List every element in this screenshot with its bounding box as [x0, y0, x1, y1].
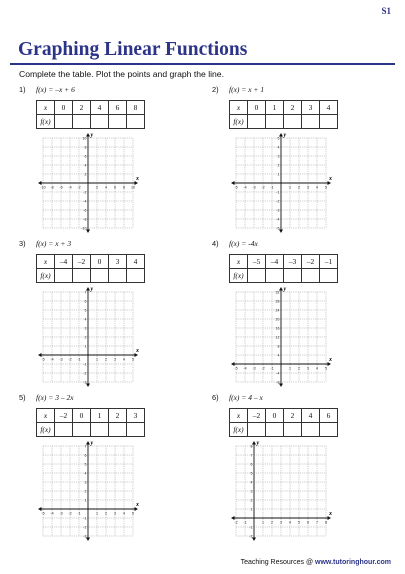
x-value-cell: 0: [73, 409, 91, 423]
x-header-cell: x: [37, 255, 55, 269]
x-tick-label: 1: [96, 511, 98, 516]
y-axis-arrow-down: [252, 538, 256, 542]
fx-answer-cell[interactable]: [73, 423, 91, 437]
y-tick-label: 4: [84, 471, 87, 476]
y-tick-label: 20: [275, 317, 280, 322]
y-tick-label: 1: [84, 498, 87, 503]
x-value-cell: –4: [266, 255, 284, 269]
y-tick-label: 4: [250, 480, 253, 485]
x-value-cell: –2: [55, 409, 73, 423]
y-tick-label: -2: [83, 525, 87, 530]
fx-header-cell: f(x): [230, 115, 248, 129]
worksheet-code: S1: [381, 6, 391, 16]
y-tick-label: -2: [83, 371, 87, 376]
y-axis-arrow-up: [86, 441, 90, 445]
y-tick-label: 10: [82, 136, 87, 141]
x-axis-arrow-left: [231, 362, 235, 366]
problem-5: [19, 393, 194, 543]
y-axis-arrow-down: [86, 230, 90, 234]
problem-number: 3): [19, 239, 26, 248]
fx-answer-cell[interactable]: [127, 115, 145, 129]
y-tick-label: 7: [84, 444, 87, 449]
fx-answer-cell[interactable]: [302, 423, 320, 437]
coordinate-grid[interactable]: [231, 441, 331, 541]
value-table: [229, 408, 338, 437]
y-tick-label: -1: [249, 525, 253, 530]
x-axis-label: x: [136, 348, 139, 354]
y-tick-label: 2: [84, 489, 87, 494]
coordinate-grid[interactable]: [231, 287, 331, 387]
y-tick-label: 8: [250, 444, 253, 449]
y-tick-label: 4: [277, 353, 280, 358]
fx-answer-cell[interactable]: [55, 115, 73, 129]
x-tick-label: 5: [298, 520, 300, 525]
x-value-cell: 2: [284, 409, 302, 423]
y-tick-label: 5: [84, 462, 87, 467]
x-value-cell: 2: [109, 409, 127, 423]
x-tick-label: -4: [243, 366, 247, 371]
problem-number: 6): [212, 393, 219, 402]
problem-number: 2): [212, 85, 219, 94]
fx-answer-cell[interactable]: [320, 423, 338, 437]
x-tick-label: -5: [234, 366, 238, 371]
x-tick-label: 3: [307, 366, 309, 371]
y-tick-label: 12: [275, 335, 280, 340]
x-axis-label: x: [136, 502, 139, 508]
y-tick-label: 2: [250, 498, 253, 503]
problem-3: [19, 239, 194, 389]
x-value-cell: 0: [55, 101, 73, 115]
y-tick-label: 6: [84, 154, 87, 159]
problem-1: [19, 85, 194, 235]
x-tick-label: -3: [59, 511, 63, 516]
x-tick-label: -1: [77, 357, 81, 362]
x-tick-label: -3: [59, 357, 63, 362]
y-tick-label: 3: [250, 489, 253, 494]
y-tick-label: 5: [277, 136, 280, 141]
x-value-cell: –4: [55, 255, 73, 269]
fx-answer-cell[interactable]: [73, 269, 91, 283]
value-table: [36, 408, 145, 437]
y-tick-label: -2: [276, 199, 280, 204]
fx-answer-cell[interactable]: [284, 269, 302, 283]
y-tick-label: -1: [83, 516, 87, 521]
fx-answer-cell[interactable]: [109, 269, 127, 283]
y-axis-label: y: [90, 440, 94, 447]
problem-4: [212, 239, 387, 389]
x-tick-label: 5: [325, 185, 327, 190]
x-tick-label: 10: [131, 185, 135, 190]
x-tick-label: 2: [298, 185, 300, 190]
y-axis-arrow-up: [252, 441, 256, 445]
y-tick-label: 1: [84, 344, 87, 349]
x-value-cell: 2: [73, 101, 91, 115]
value-table: [36, 254, 145, 283]
x-tick-label: -4: [243, 185, 247, 190]
x-tick-label: 7: [316, 520, 318, 525]
x-value-cell: 0: [248, 101, 266, 115]
x-axis-label: x: [329, 176, 332, 182]
fx-answer-cell[interactable]: [266, 115, 284, 129]
x-value-cell: 6: [320, 409, 338, 423]
x-tick-label: 4: [105, 185, 107, 190]
x-value-cell: 3: [127, 409, 145, 423]
x-tick-label: 2: [105, 511, 107, 516]
footer-link[interactable]: www.tutoringhour.com: [315, 559, 391, 566]
x-value-cell: 0: [266, 409, 284, 423]
x-tick-label: 5: [325, 366, 327, 371]
x-value-cell: 3: [302, 101, 320, 115]
x-value-cell: 8: [127, 101, 145, 115]
title-divider: [10, 63, 395, 65]
x-value-cell: 6: [109, 101, 127, 115]
y-tick-label: -8: [276, 380, 280, 385]
coordinate-grid[interactable]: [38, 441, 138, 541]
y-axis-label: y: [90, 286, 94, 293]
x-tick-label: -3: [252, 366, 256, 371]
x-tick-label: -10: [40, 185, 46, 190]
fx-header-cell: f(x): [230, 423, 248, 437]
y-tick-label: 6: [250, 462, 253, 467]
y-tick-label: 32: [275, 290, 280, 295]
problem-equation: f(x) = x + 1: [229, 85, 265, 94]
coordinate-grid[interactable]: [38, 133, 138, 233]
x-tick-label: -1: [270, 185, 274, 190]
x-tick-label: -4: [68, 185, 72, 190]
problem-equation: f(x) = 4 – x: [229, 393, 263, 402]
problem-equation: f(x) = –x + 6: [36, 85, 75, 94]
problem-number: 4): [212, 239, 219, 248]
x-tick-label: -8: [50, 185, 54, 190]
x-axis-arrow-left: [38, 507, 42, 511]
x-value-cell: 0: [91, 255, 109, 269]
x-tick-label: -1: [243, 520, 247, 525]
fx-answer-cell[interactable]: [266, 423, 284, 437]
coordinate-grid[interactable]: [38, 287, 138, 387]
y-tick-label: -1: [83, 362, 87, 367]
y-tick-label: -3: [83, 534, 87, 539]
y-tick-label: -3: [276, 208, 280, 213]
fx-answer-cell[interactable]: [284, 115, 302, 129]
x-tick-label: -4: [50, 511, 54, 516]
y-axis-label: y: [256, 440, 260, 447]
x-tick-label: 3: [307, 185, 309, 190]
y-tick-label: 3: [277, 154, 280, 159]
x-tick-label: 3: [114, 511, 116, 516]
x-tick-label: 1: [262, 520, 264, 525]
fx-answer-cell[interactable]: [127, 269, 145, 283]
x-value-cell: 4: [302, 409, 320, 423]
x-value-cell: –5: [248, 255, 266, 269]
x-tick-label: 1: [289, 366, 291, 371]
x-tick-label: 2: [271, 520, 273, 525]
y-tick-label: 2: [84, 335, 87, 340]
y-tick-label: 3: [84, 326, 87, 331]
x-tick-label: 6: [114, 185, 116, 190]
value-table: [229, 254, 338, 283]
x-tick-label: -5: [41, 357, 45, 362]
footer: [241, 559, 391, 566]
x-tick-label: 4: [123, 357, 125, 362]
y-tick-label: 4: [84, 163, 87, 168]
x-tick-label: 8: [123, 185, 125, 190]
x-value-cell: –2: [248, 409, 266, 423]
y-tick-label: -2: [249, 534, 253, 539]
fx-answer-cell[interactable]: [127, 423, 145, 437]
x-value-cell: –2: [73, 255, 91, 269]
fx-answer-cell[interactable]: [109, 115, 127, 129]
x-axis-label: x: [329, 357, 332, 363]
fx-answer-cell[interactable]: [320, 115, 338, 129]
x-header-cell: x: [230, 101, 248, 115]
x-value-cell: 4: [91, 101, 109, 115]
x-axis-arrow-left: [38, 181, 42, 185]
fx-answer-cell[interactable]: [73, 115, 91, 129]
x-value-cell: 2: [284, 101, 302, 115]
x-tick-label: -3: [252, 185, 256, 190]
y-tick-label: 4: [277, 145, 280, 150]
fx-header-cell: f(x): [37, 423, 55, 437]
x-tick-label: 6: [307, 520, 309, 525]
y-tick-label: 8: [277, 344, 280, 349]
fx-answer-cell[interactable]: [109, 423, 127, 437]
fx-answer-cell[interactable]: [248, 269, 266, 283]
y-axis-label: y: [283, 132, 287, 139]
x-tick-label: -5: [41, 511, 45, 516]
y-tick-label: 2: [84, 172, 87, 177]
x-tick-label: -2: [77, 185, 81, 190]
y-axis-arrow-down: [86, 538, 90, 542]
fx-header-cell: f(x): [37, 115, 55, 129]
x-tick-label: 1: [289, 185, 291, 190]
fx-answer-cell[interactable]: [284, 423, 302, 437]
x-tick-label: 3: [280, 520, 282, 525]
problem-2: [212, 85, 387, 235]
x-value-cell: –2: [302, 255, 320, 269]
fx-answer-cell[interactable]: [302, 115, 320, 129]
y-tick-label: 16: [275, 326, 280, 331]
fx-answer-cell[interactable]: [55, 423, 73, 437]
problem-equation: f(x) = x + 3: [36, 239, 72, 248]
y-tick-label: -8: [83, 217, 87, 222]
y-tick-label: 6: [84, 453, 87, 458]
x-header-cell: x: [37, 101, 55, 115]
y-axis-arrow-up: [279, 287, 283, 291]
y-tick-label: 5: [250, 471, 253, 476]
x-header-cell: x: [230, 409, 248, 423]
y-tick-label: 7: [250, 453, 253, 458]
coordinate-grid[interactable]: [231, 133, 331, 233]
fx-answer-cell[interactable]: [91, 115, 109, 129]
value-table: [229, 100, 338, 129]
x-tick-label: -4: [50, 357, 54, 362]
y-tick-label: -4: [276, 371, 280, 376]
y-tick-label: 2: [277, 163, 280, 168]
fx-answer-cell[interactable]: [320, 269, 338, 283]
x-value-cell: 1: [91, 409, 109, 423]
y-axis-arrow-up: [86, 133, 90, 137]
x-tick-label: -2: [68, 357, 72, 362]
x-tick-label: 8: [325, 520, 327, 525]
x-axis-arrow-left: [38, 353, 42, 357]
x-tick-label: -2: [234, 520, 238, 525]
x-tick-label: 5: [132, 511, 134, 516]
y-tick-label: 8: [84, 145, 87, 150]
y-tick-label: -1: [276, 190, 280, 195]
fx-answer-cell[interactable]: [91, 269, 109, 283]
problem-number: 1): [19, 85, 26, 94]
value-table: [36, 100, 145, 129]
y-tick-label: -4: [83, 199, 87, 204]
y-axis-arrow-up: [86, 287, 90, 291]
x-tick-label: -2: [261, 185, 265, 190]
x-tick-label: 3: [114, 357, 116, 362]
x-tick-label: -2: [68, 511, 72, 516]
fx-answer-cell[interactable]: [248, 115, 266, 129]
y-tick-label: 6: [84, 299, 87, 304]
x-axis-label: x: [329, 511, 332, 517]
fx-header-cell: f(x): [230, 269, 248, 283]
y-axis-arrow-up: [279, 133, 283, 137]
x-tick-label: -5: [234, 185, 238, 190]
y-tick-label: 24: [275, 308, 280, 313]
footer-label: Teaching Resources @: [240, 559, 314, 566]
x-tick-label: -2: [261, 366, 265, 371]
y-axis-arrow-down: [279, 384, 283, 388]
x-value-cell: –1: [320, 255, 338, 269]
x-tick-label: 2: [105, 357, 107, 362]
y-tick-label: 1: [250, 507, 253, 512]
y-tick-label: 3: [84, 480, 87, 485]
x-tick-label: 4: [123, 511, 125, 516]
y-tick-label: 4: [84, 317, 87, 322]
fx-answer-cell[interactable]: [302, 269, 320, 283]
fx-answer-cell[interactable]: [55, 269, 73, 283]
x-tick-label: -1: [270, 366, 274, 371]
x-tick-label: 4: [316, 185, 318, 190]
instructions-text: Complete the table. Plot the points and graph the line.: [19, 69, 224, 79]
problem-6: [212, 393, 387, 543]
fx-header-cell: f(x): [37, 269, 55, 283]
x-value-cell: 4: [127, 255, 145, 269]
problem-number: 5): [19, 393, 26, 402]
x-tick-label: 2: [96, 185, 98, 190]
x-tick-label: 4: [289, 520, 291, 525]
y-tick-label: -3: [83, 380, 87, 385]
y-tick-label: 5: [84, 308, 87, 313]
page-title: Graphing Linear Functions: [18, 39, 248, 60]
y-tick-label: -2: [83, 190, 87, 195]
y-tick-label: 7: [84, 290, 87, 295]
problem-equation: f(x) = -4x: [229, 239, 258, 248]
x-tick-label: 1: [96, 357, 98, 362]
x-tick-label: -6: [59, 185, 63, 190]
y-tick-label: -5: [276, 226, 280, 231]
x-value-cell: 3: [109, 255, 127, 269]
x-header-cell: x: [37, 409, 55, 423]
fx-answer-cell[interactable]: [248, 423, 266, 437]
y-tick-label: 28: [275, 299, 280, 304]
x-tick-label: -1: [77, 511, 81, 516]
x-value-cell: 1: [266, 101, 284, 115]
y-tick-label: -10: [81, 226, 87, 231]
x-axis-label: x: [136, 176, 139, 182]
problem-equation: f(x) = 3 – 2x: [36, 393, 74, 402]
x-tick-label: 4: [316, 366, 318, 371]
y-axis-arrow-down: [86, 384, 90, 388]
y-tick-label: -4: [276, 217, 280, 222]
y-tick-label: 1: [277, 172, 280, 177]
x-value-cell: –3: [284, 255, 302, 269]
y-axis-arrow-down: [279, 230, 283, 234]
fx-answer-cell[interactable]: [266, 269, 284, 283]
x-header-cell: x: [230, 255, 248, 269]
x-tick-label: 5: [132, 357, 134, 362]
x-tick-label: 2: [298, 366, 300, 371]
x-axis-arrow-left: [231, 516, 235, 520]
y-axis-label: y: [283, 286, 287, 293]
y-tick-label: -6: [83, 208, 87, 213]
y-axis-label: y: [90, 132, 94, 139]
fx-answer-cell[interactable]: [91, 423, 109, 437]
x-axis-arrow-left: [231, 181, 235, 185]
x-value-cell: 4: [320, 101, 338, 115]
